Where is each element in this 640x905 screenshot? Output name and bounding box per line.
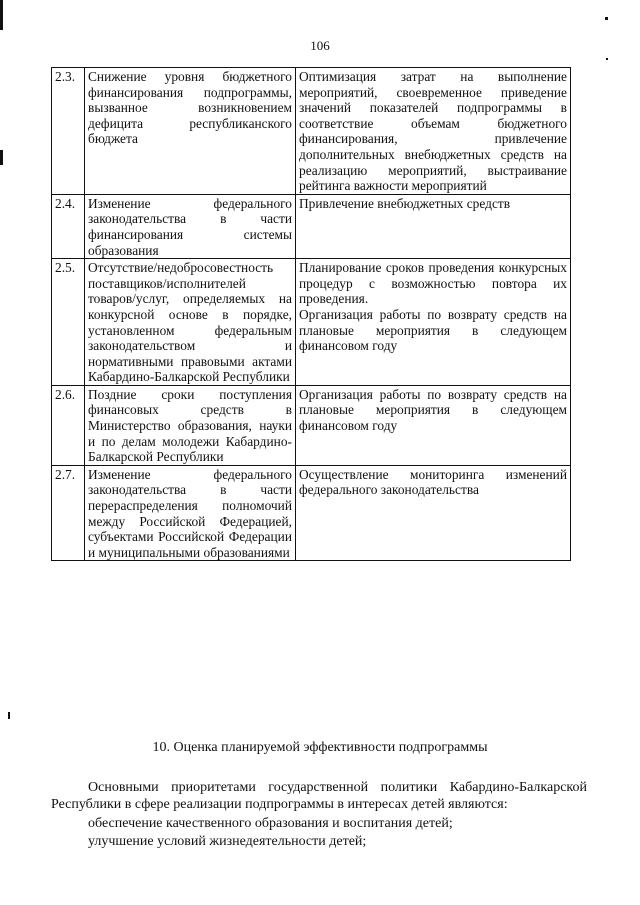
risk-description: Поздние сроки поступления финансовых средств в Министерство образования, науки и по делам молодежи Кабардино-Балкарской Республики — [85, 385, 296, 465]
scan-mark — [0, 150, 3, 165]
scan-mark — [606, 58, 608, 60]
table-row — [52, 68, 571, 195]
table-row — [52, 385, 571, 465]
scan-mark — [8, 712, 10, 719]
section-title: 10. Оценка планируемой эффективности подпрограммы — [152, 740, 488, 755]
mitigation-measures — [296, 259, 571, 386]
mitigation-measure-1: Планирование сроков проведения конкурсных процедур с возможностью повтора их проведения. — [299, 260, 567, 307]
risk-description: Изменение федерального законодательства в части перераспределения полномочий между Российской Федерацией, субъектами Российской Федерации и муниципальными образованиями — [85, 465, 296, 561]
risk-description: Снижение уровня бюджетного финансирования подпрограммы, вызванное возникновением дефицита республиканского бюджета — [85, 68, 296, 195]
mitigation-measures: Оптимизация затрат на выполнение мероприятий, своевременное приведение значений показателей подпрограммы в соответствие объемам бюджетного финансирования, привлечение дополнительных внебюджетных средств на реализацию мероприятий, выстраивание рейтинга важности мероприятий — [296, 68, 571, 195]
list-item: обеспечение качественного образования и воспитания детей; — [88, 816, 453, 831]
row-number: 2.4. — [52, 194, 85, 258]
section-paragraph: Основными приоритетами государственной политики Кабардино-Балкарской Республики в сфере реализации подпрограммы в интересах детей являются: — [51, 780, 587, 812]
scan-mark — [605, 17, 608, 20]
table-row — [52, 259, 571, 386]
row-number: 2.7. — [52, 465, 85, 561]
row-number: 2.5. — [52, 259, 85, 386]
mitigation-measures: Осуществление мониторинга изменений федерального законодательства — [296, 465, 571, 561]
risk-description: Изменение федерального законодательства в части финансирования системы образования — [85, 194, 296, 258]
page-number: 106 — [310, 38, 330, 53]
table-row — [52, 465, 571, 561]
scan-mark — [0, 0, 3, 30]
row-number: 2.3. — [52, 68, 85, 195]
mitigation-measures: Организация работы по возврату средств на плановые мероприятия в следующем финансовом году — [296, 385, 571, 465]
row-number: 2.6. — [52, 385, 85, 465]
risk-description: Отсутствие/недобросовестность поставщиков/исполнителей товаров/услуг, определяемых на конкурсной основе в порядке, установленном федеральным законодательством и нормативными правовыми актами Кабардино-Балкарской Республики — [85, 259, 296, 386]
mitigation-measures: Привлечение внебюджетных средств — [296, 194, 571, 258]
mitigation-measure-2: Организация работы по возврату средств на плановые мероприятия в следующем финансовом году — [299, 306, 567, 354]
risk-table — [51, 67, 571, 561]
table-row — [52, 194, 571, 258]
list-item: улучшение условий жизнедеятельности детей; — [88, 834, 367, 849]
